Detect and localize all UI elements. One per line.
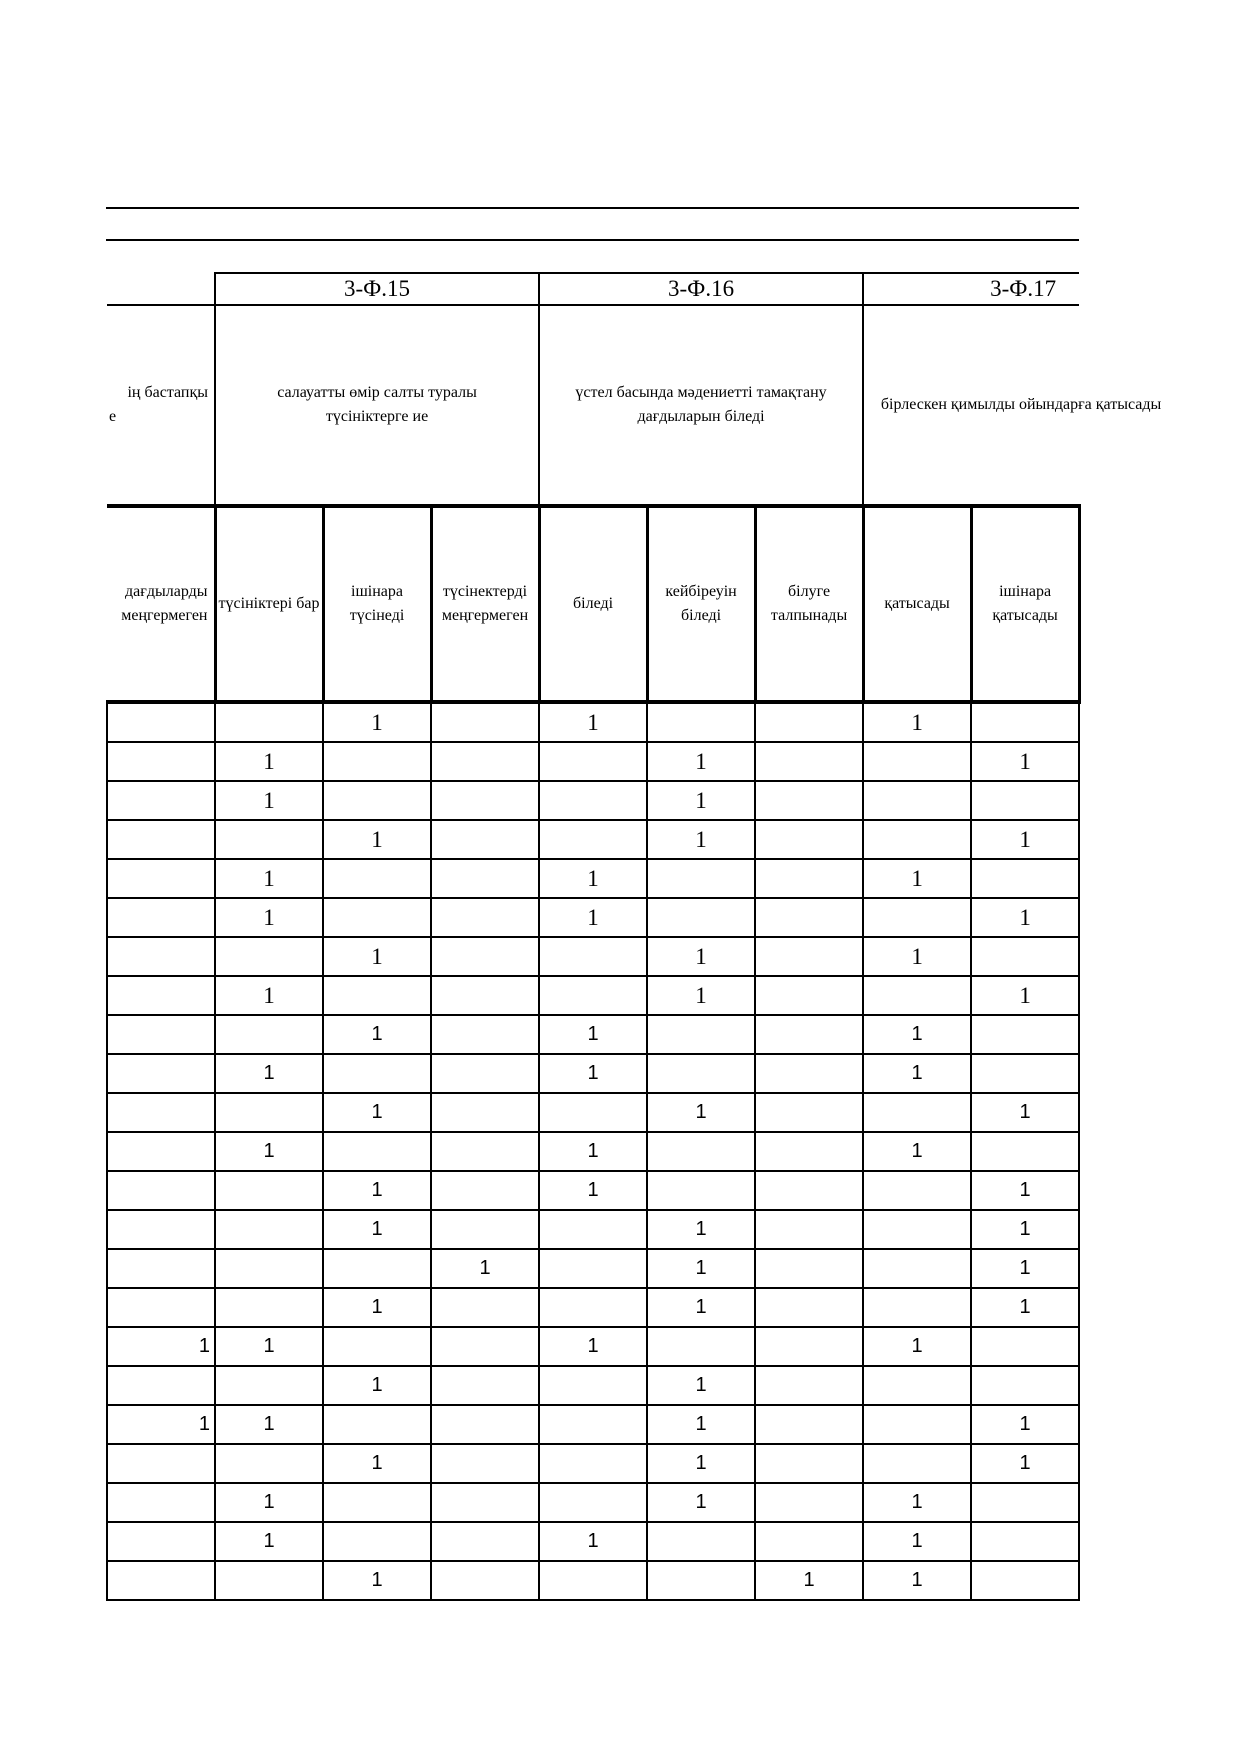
table-row <box>107 1561 1079 1600</box>
table-row <box>107 1366 1079 1405</box>
cell-r15-c7 <box>863 1288 971 1327</box>
cell-r20-c4 <box>539 1483 647 1522</box>
cell-r5-c0 <box>107 898 215 937</box>
cell-r13-c7 <box>863 1210 971 1249</box>
cell-r9-c7: 1 <box>863 1054 971 1093</box>
description-prev: ің бастапқы е <box>107 305 215 506</box>
cell-r12-c5 <box>647 1171 755 1210</box>
code-f16: 3-Ф.16 <box>539 273 863 305</box>
cell-r15-c1 <box>215 1288 323 1327</box>
cell-r18-c6 <box>755 1405 863 1444</box>
cell-r14-c0 <box>107 1249 215 1288</box>
cell-r21-c6 <box>755 1522 863 1561</box>
cell-r17-c8 <box>971 1366 1079 1405</box>
cell-r7-c6 <box>755 976 863 1015</box>
cell-r22-c7: 1 <box>863 1561 971 1600</box>
cell-r13-c0 <box>107 1210 215 1249</box>
cell-r1-c1: 1 <box>215 742 323 781</box>
cell-r15-c6 <box>755 1288 863 1327</box>
cell-r11-c7: 1 <box>863 1132 971 1171</box>
cell-r20-c8 <box>971 1483 1079 1522</box>
cell-r7-c3 <box>431 976 539 1015</box>
cell-r11-c2 <box>323 1132 431 1171</box>
cell-r10-c3 <box>431 1093 539 1132</box>
cell-r0-c6 <box>755 702 863 742</box>
cell-r11-c4: 1 <box>539 1132 647 1171</box>
cell-r18-c7 <box>863 1405 971 1444</box>
cell-r14-c8: 1 <box>971 1249 1079 1288</box>
cell-r17-c6 <box>755 1366 863 1405</box>
table-row <box>107 1405 1079 1444</box>
cell-r0-c2: 1 <box>323 702 431 742</box>
cell-r5-c8: 1 <box>971 898 1079 937</box>
cell-r13-c6 <box>755 1210 863 1249</box>
cell-r11-c6 <box>755 1132 863 1171</box>
cell-r11-c3 <box>431 1132 539 1171</box>
cell-r0-c0 <box>107 702 215 742</box>
cell-r21-c2 <box>323 1522 431 1561</box>
cell-r17-c0 <box>107 1366 215 1405</box>
cell-r0-c4: 1 <box>539 702 647 742</box>
cell-r2-c4 <box>539 781 647 820</box>
cell-r19-c8: 1 <box>971 1444 1079 1483</box>
cell-r1-c3 <box>431 742 539 781</box>
cell-r8-c4: 1 <box>539 1015 647 1054</box>
cell-r9-c3 <box>431 1054 539 1093</box>
subheader-2: ішінара түсінеді <box>323 506 431 702</box>
cell-r21-c4: 1 <box>539 1522 647 1561</box>
cell-r13-c8: 1 <box>971 1210 1079 1249</box>
cell-r1-c4 <box>539 742 647 781</box>
cell-r16-c2 <box>323 1327 431 1366</box>
cell-r6-c6 <box>755 937 863 976</box>
cell-r21-c1: 1 <box>215 1522 323 1561</box>
cell-r21-c0 <box>107 1522 215 1561</box>
table-row <box>107 1210 1079 1249</box>
cell-r6-c1 <box>215 937 323 976</box>
cell-r19-c5: 1 <box>647 1444 755 1483</box>
cell-r14-c6 <box>755 1249 863 1288</box>
cell-r16-c4: 1 <box>539 1327 647 1366</box>
cell-r12-c4: 1 <box>539 1171 647 1210</box>
cell-r5-c1: 1 <box>215 898 323 937</box>
subheader-5: кейбіреуін біледі <box>647 506 755 702</box>
cell-r16-c5 <box>647 1327 755 1366</box>
cell-r6-c5: 1 <box>647 937 755 976</box>
cell-r22-c2: 1 <box>323 1561 431 1600</box>
cell-r1-c2 <box>323 742 431 781</box>
table-row <box>107 1093 1079 1132</box>
subheader-row <box>107 506 1079 702</box>
code-row <box>107 273 1079 305</box>
cell-r16-c8 <box>971 1327 1079 1366</box>
cell-r5-c4: 1 <box>539 898 647 937</box>
cell-r5-c5 <box>647 898 755 937</box>
cell-r8-c5 <box>647 1015 755 1054</box>
cell-r18-c4 <box>539 1405 647 1444</box>
cell-r3-c0 <box>107 820 215 859</box>
cell-r18-c3 <box>431 1405 539 1444</box>
cell-r21-c8 <box>971 1522 1079 1561</box>
cell-r6-c8 <box>971 937 1079 976</box>
cell-r22-c0 <box>107 1561 215 1600</box>
cell-r5-c3 <box>431 898 539 937</box>
cell-r7-c1: 1 <box>215 976 323 1015</box>
table-row <box>107 1132 1079 1171</box>
cell-r9-c1: 1 <box>215 1054 323 1093</box>
cell-r14-c1 <box>215 1249 323 1288</box>
cell-r22-c4 <box>539 1561 647 1600</box>
cell-r2-c2 <box>323 781 431 820</box>
description-row <box>107 305 1079 506</box>
cell-r22-c8 <box>971 1561 1079 1600</box>
cell-r22-c1 <box>215 1561 323 1600</box>
cell-r3-c6 <box>755 820 863 859</box>
cell-r5-c6 <box>755 898 863 937</box>
cell-r10-c7 <box>863 1093 971 1132</box>
cell-r11-c5 <box>647 1132 755 1171</box>
cell-r20-c0 <box>107 1483 215 1522</box>
cell-r4-c7: 1 <box>863 859 971 898</box>
cell-r4-c2 <box>323 859 431 898</box>
cell-r18-c1: 1 <box>215 1405 323 1444</box>
cell-r15-c2: 1 <box>323 1288 431 1327</box>
cell-r12-c1 <box>215 1171 323 1210</box>
table-row <box>107 937 1079 976</box>
cell-r6-c7: 1 <box>863 937 971 976</box>
cell-r14-c4 <box>539 1249 647 1288</box>
cell-r10-c0 <box>107 1093 215 1132</box>
cell-r9-c4: 1 <box>539 1054 647 1093</box>
cell-r7-c5: 1 <box>647 976 755 1015</box>
cell-r4-c8 <box>971 859 1079 898</box>
table-row <box>107 898 1079 937</box>
cell-r19-c7 <box>863 1444 971 1483</box>
cell-r1-c5: 1 <box>647 742 755 781</box>
cell-r9-c0 <box>107 1054 215 1093</box>
cell-r6-c3 <box>431 937 539 976</box>
table-row <box>107 1522 1079 1561</box>
cell-r4-c4: 1 <box>539 859 647 898</box>
cell-r17-c1 <box>215 1366 323 1405</box>
cell-r10-c4 <box>539 1093 647 1132</box>
cell-r3-c1 <box>215 820 323 859</box>
cell-r2-c7 <box>863 781 971 820</box>
table-row <box>107 1015 1079 1054</box>
cell-r7-c8: 1 <box>971 976 1079 1015</box>
cell-r10-c6 <box>755 1093 863 1132</box>
cell-r21-c5 <box>647 1522 755 1561</box>
cell-r12-c0 <box>107 1171 215 1210</box>
cell-r10-c2: 1 <box>323 1093 431 1132</box>
cell-r15-c8: 1 <box>971 1288 1079 1327</box>
cell-r20-c6 <box>755 1483 863 1522</box>
cell-r2-c0 <box>107 781 215 820</box>
assessment-table <box>106 272 1162 1601</box>
cell-r14-c2 <box>323 1249 431 1288</box>
cell-r13-c1 <box>215 1210 323 1249</box>
cell-r16-c6 <box>755 1327 863 1366</box>
cell-r14-c5: 1 <box>647 1249 755 1288</box>
code-f17: 3-Ф.17 <box>863 273 1079 305</box>
description-f15: салауатты өмір салты туралы түсініктерге ие <box>215 305 539 506</box>
cell-r0-c3 <box>431 702 539 742</box>
cell-r17-c2: 1 <box>323 1366 431 1405</box>
cell-r3-c8: 1 <box>971 820 1079 859</box>
cell-r16-c3 <box>431 1327 539 1366</box>
table-row <box>107 1054 1079 1093</box>
cell-r14-c7 <box>863 1249 971 1288</box>
cell-r6-c4 <box>539 937 647 976</box>
cell-r5-c2 <box>323 898 431 937</box>
cell-r13-c2: 1 <box>323 1210 431 1249</box>
cell-r13-c3 <box>431 1210 539 1249</box>
subheader-6: білуге талпынады <box>755 506 863 702</box>
cell-r10-c5: 1 <box>647 1093 755 1132</box>
cell-r12-c8: 1 <box>971 1171 1079 1210</box>
table-row <box>107 742 1079 781</box>
cell-r2-c6 <box>755 781 863 820</box>
cell-r12-c3 <box>431 1171 539 1210</box>
code-prev-cell <box>107 273 215 305</box>
assessment-table-viewport <box>106 272 1162 1622</box>
cell-r9-c5 <box>647 1054 755 1093</box>
cell-r12-c6 <box>755 1171 863 1210</box>
cell-r20-c2 <box>323 1483 431 1522</box>
table-row <box>107 1288 1079 1327</box>
subheader-8: ішінара қатысады <box>971 506 1079 702</box>
cell-r4-c1: 1 <box>215 859 323 898</box>
description-f17: бірлескен қимылды ойындарға қатысады <box>863 305 1079 506</box>
cell-r0-c1 <box>215 702 323 742</box>
cell-r1-c0 <box>107 742 215 781</box>
top-rule-2 <box>106 239 1079 241</box>
cell-r15-c4 <box>539 1288 647 1327</box>
cell-r17-c3 <box>431 1366 539 1405</box>
cell-r8-c8 <box>971 1015 1079 1054</box>
cell-r16-c7: 1 <box>863 1327 971 1366</box>
cell-r10-c1 <box>215 1093 323 1132</box>
cell-r11-c0 <box>107 1132 215 1171</box>
cell-r2-c5: 1 <box>647 781 755 820</box>
cell-r10-c8: 1 <box>971 1093 1079 1132</box>
cell-r7-c0 <box>107 976 215 1015</box>
cell-r4-c5 <box>647 859 755 898</box>
subheader-7: қатысады <box>863 506 971 702</box>
cell-r15-c5: 1 <box>647 1288 755 1327</box>
subheader-4: біледі <box>539 506 647 702</box>
cell-r6-c2: 1 <box>323 937 431 976</box>
cell-r1-c7 <box>863 742 971 781</box>
cell-r3-c5: 1 <box>647 820 755 859</box>
cell-r2-c3 <box>431 781 539 820</box>
cell-r20-c5: 1 <box>647 1483 755 1522</box>
cell-r12-c2: 1 <box>323 1171 431 1210</box>
cell-r7-c4 <box>539 976 647 1015</box>
cell-r22-c5 <box>647 1561 755 1600</box>
cell-r19-c2: 1 <box>323 1444 431 1483</box>
cell-r18-c5: 1 <box>647 1405 755 1444</box>
cell-r17-c5: 1 <box>647 1366 755 1405</box>
cell-r8-c6 <box>755 1015 863 1054</box>
cell-r18-c0: 1 <box>107 1405 215 1444</box>
cell-r22-c3 <box>431 1561 539 1600</box>
cell-r0-c8 <box>971 702 1079 742</box>
cell-r9-c6 <box>755 1054 863 1093</box>
cell-r19-c1 <box>215 1444 323 1483</box>
subheader-0: дағдыларды меңгермеген <box>107 506 215 702</box>
cell-r4-c0 <box>107 859 215 898</box>
cell-r20-c7: 1 <box>863 1483 971 1522</box>
table-row <box>107 1327 1079 1366</box>
cell-r19-c3 <box>431 1444 539 1483</box>
cell-r16-c1: 1 <box>215 1327 323 1366</box>
cell-r15-c0 <box>107 1288 215 1327</box>
cell-r17-c4 <box>539 1366 647 1405</box>
cell-r4-c6 <box>755 859 863 898</box>
cell-r15-c3 <box>431 1288 539 1327</box>
table-row <box>107 1483 1079 1522</box>
cell-r20-c3 <box>431 1483 539 1522</box>
cell-r13-c4 <box>539 1210 647 1249</box>
cell-r19-c0 <box>107 1444 215 1483</box>
cell-r12-c7 <box>863 1171 971 1210</box>
cell-r1-c6 <box>755 742 863 781</box>
cell-r18-c8: 1 <box>971 1405 1079 1444</box>
cell-r3-c7 <box>863 820 971 859</box>
cell-r8-c3 <box>431 1015 539 1054</box>
cell-r5-c7 <box>863 898 971 937</box>
table-row <box>107 1249 1079 1288</box>
cell-r18-c2 <box>323 1405 431 1444</box>
code-f15: 3-Ф.15 <box>215 273 539 305</box>
cell-r4-c3 <box>431 859 539 898</box>
cell-r2-c1: 1 <box>215 781 323 820</box>
cell-r7-c2 <box>323 976 431 1015</box>
cell-r21-c3 <box>431 1522 539 1561</box>
table-row <box>107 820 1079 859</box>
cell-r3-c2: 1 <box>323 820 431 859</box>
cell-r1-c8: 1 <box>971 742 1079 781</box>
table-row <box>107 702 1079 742</box>
description-f16: үстел басында мәдениетті тамақтану дағдыларын біледі <box>539 305 863 506</box>
subheader-3: түсінектерді меңгермеген <box>431 506 539 702</box>
cell-r8-c2: 1 <box>323 1015 431 1054</box>
cell-r19-c4 <box>539 1444 647 1483</box>
cell-r20-c1: 1 <box>215 1483 323 1522</box>
table-row <box>107 1444 1079 1483</box>
cell-r6-c0 <box>107 937 215 976</box>
top-rule-1 <box>106 207 1079 209</box>
cell-r21-c7: 1 <box>863 1522 971 1561</box>
cell-r13-c5: 1 <box>647 1210 755 1249</box>
cell-r22-c6: 1 <box>755 1561 863 1600</box>
cell-r7-c7 <box>863 976 971 1015</box>
cell-r14-c3: 1 <box>431 1249 539 1288</box>
cell-r9-c2 <box>323 1054 431 1093</box>
cell-r8-c0 <box>107 1015 215 1054</box>
cell-r8-c1 <box>215 1015 323 1054</box>
cell-r0-c5 <box>647 702 755 742</box>
table-row <box>107 781 1079 820</box>
cell-r8-c7: 1 <box>863 1015 971 1054</box>
cell-r16-c0: 1 <box>107 1327 215 1366</box>
table-row <box>107 859 1079 898</box>
cell-r3-c4 <box>539 820 647 859</box>
subheader-1: түсініктері бар <box>215 506 323 702</box>
cell-r11-c8 <box>971 1132 1079 1171</box>
table-row <box>107 1171 1079 1210</box>
cell-r17-c7 <box>863 1366 971 1405</box>
cell-r9-c8 <box>971 1054 1079 1093</box>
cell-r11-c1: 1 <box>215 1132 323 1171</box>
cell-r0-c7: 1 <box>863 702 971 742</box>
cell-r2-c8 <box>971 781 1079 820</box>
cell-r3-c3 <box>431 820 539 859</box>
table-row <box>107 976 1079 1015</box>
cell-r19-c6 <box>755 1444 863 1483</box>
